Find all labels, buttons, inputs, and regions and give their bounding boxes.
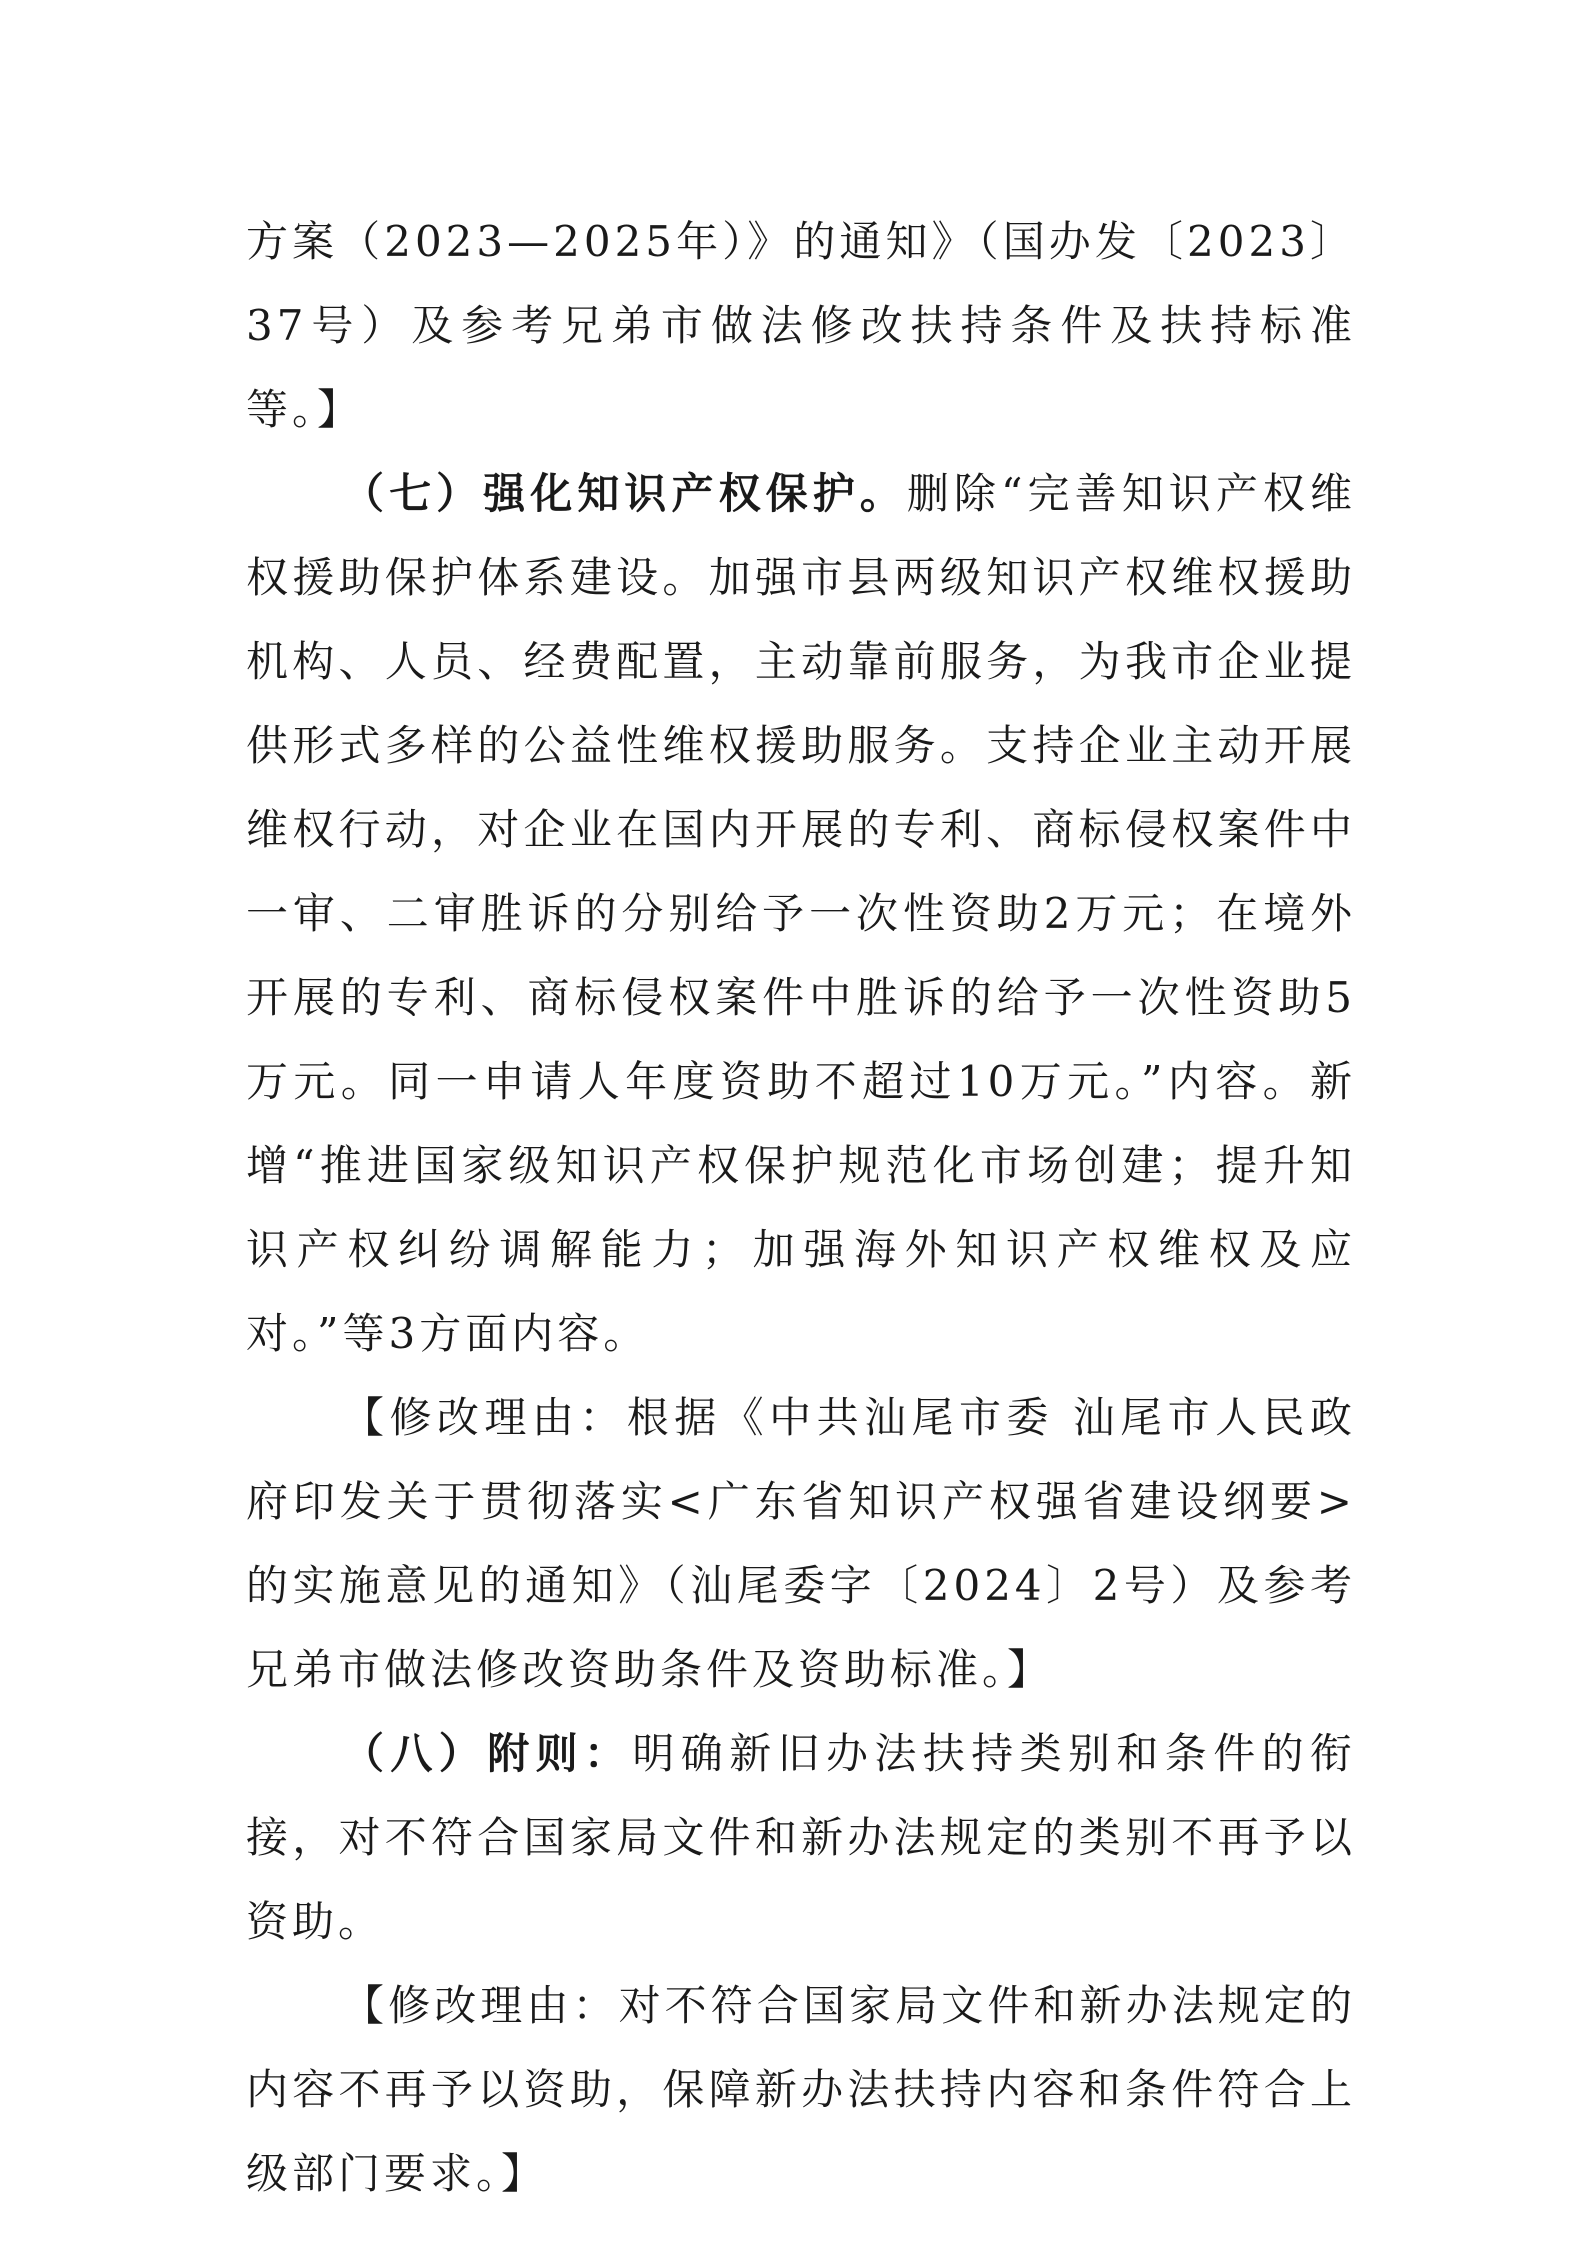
section-7-heading: （七）强化知识产权保护。 <box>342 469 907 518</box>
section-7-body: 删除“完善知识产权维权援助保护体系建设。加强市县两级知识产权维权援助机构、人员、经费配置，主动靠前服务，为我市企业提供形式多样的公益性维权援助服务。支持企业主动开展维权行动，对企业在国内开展的专利、商标侵权案件中一审、二审胜诉的分别给予一次性资助2万元；在境外开展的专利、商标侵权案件中胜诉的给予一次性资助5万元。同一申请人年度资助不超过10万元。”内容。新增“推进国家级知识产权保护规范化市场创建；提升知识产权纠纷调解能力；加强海外知识产权维权及应对。”等3方面内容。 <box>246 469 1356 1358</box>
document-page <box>246 200 1356 2216</box>
section-8-heading: （八）附则： <box>342 1729 633 1778</box>
paragraph-section-8 <box>246 1712 1356 1964</box>
paragraph-section-7 <box>246 452 1356 1376</box>
paragraph-section-7-reason: 【修改理由：根据《中共汕尾市委 汕尾市人民政府印发关于贯彻落实<广东省知识产权强省建设纲要>的实施意见的通知》（汕尾委字〔2024〕2号）及参考兄弟市做法修改资助条件及资助标准。】 <box>246 1393 1356 1694</box>
paragraph-continued-reason: 方案（2023—2025年）》的通知》（国办发〔2023〕37号）及参考兄弟市做法修改扶持条件及扶持标准等。】 <box>246 217 1356 434</box>
section-8-body: 明确新旧办法扶持类别和条件的衔接，对不符合国家局文件和新办法规定的类别不再予以资助。 <box>246 1729 1356 1946</box>
paragraph-section-8-reason: 【修改理由：对不符合国家局文件和新办法规定的内容不再予以资助，保障新办法扶持内容和条件符合上级部门要求。】 <box>246 1981 1356 2198</box>
